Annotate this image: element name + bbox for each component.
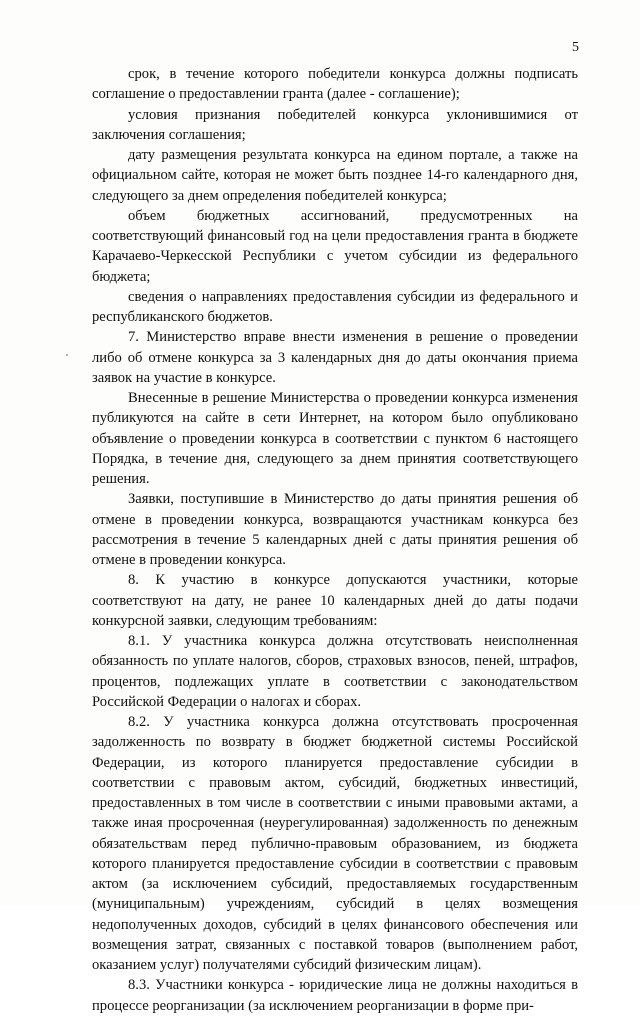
paragraph: дату размещения результата конкурса на едином портале, а также на официальном сайте, которая не может быть позднее 14-го календарного дня, следующего за днем определения победителей конкурса; — [92, 147, 578, 204]
paragraph: сведения о направлениях предоставления субсидии из федерального и республиканского бюджетов. — [92, 288, 578, 325]
paragraph: объем бюджетных ассигнований, предусмотренных на соответствующий финансовый год на цели предоставления гранта в бюджете Карачаево-Черкесской Республики с учетом субсидии из федерального бюджета; — [92, 207, 578, 285]
scan-speck — [66, 354, 68, 356]
paragraph: срок, в течение которого победители конкурса должны подписать соглашение о предоставлении гранта (далее - соглашение); — [92, 66, 578, 103]
document-body — [92, 64, 578, 1016]
paragraph: 8.2. У участника конкурса должна отсутствовать просроченная задолженность по возврату в бюджет бюджетной системы Российской Федерации, из которого планируется предоставление субсидии в соответствии с правовым актом, субсидий, бюджетных инвестиций, предоставленных в том числе в соответствии с иными правовыми актами, а также иная просроченная (неурегулированная) задолженность по денежным обязательствам перед публично-правовым образованием, из бюджета которого планируется предоставление субсидии в соответствии с правовым актом (за исключением субсидий, предоставляемых государственным (муниципальным) учреждениям, субсидий в целях возмещения недополученных доходов, субсидий в целях финансового обеспечения или возмещения затрат, связанных с поставкой товаров (выполнением работ, оказанием услуг) получателями субсидий физическим лицам). — [92, 714, 578, 973]
paragraph: 8.1. У участника конкурса должна отсутствовать неисполненная обязанность по уплате налогов, сборов, страховых взносов, пеней, штрафов, процентов, подлежащих уплате в соответствии с законодательством Российской Федерации о налогах и сборах. — [92, 633, 578, 710]
paragraph: условия признания победителей конкурса уклонившимися от заключения соглашения; — [92, 106, 578, 143]
paragraph: 8.3. Участники конкурса - юридические лица не должны находиться в процессе реорганизации (за исключением реорганизации в форме при- — [92, 977, 578, 1014]
paragraph: 8. К участию в конкурсе допускаются участники, которые соответствуют на дату, не ранее 10 календарных дней до даты подачи конкурсной заявки, следующим требованиям: — [92, 572, 578, 629]
paragraph: Заявки, поступившие в Министерство до даты принятия решения об отмене в проведении конкурса, возвращаются участникам конкурса без рассмотрения в течение 5 календарных дней с даты принятия решения об отмене в проведении конкурса. — [92, 491, 578, 568]
paragraph: Внесенные в решение Министерства о проведении конкурса изменения публикуются на сайте в сети Интернет, на котором было опубликовано объявление о проведении конкурса в соответствии с пунктом 6 настоящего Порядка, в течение дня, следующего за днем принятия соответствующего решения. — [92, 390, 578, 487]
page-number: 5 — [572, 40, 579, 55]
paragraph: 7. Министерство вправе внести изменения в решение о проведении либо об отмене конкурса за 3 календарных дня до даты окончания приема заявок на участие в конкурсе. — [92, 329, 578, 386]
